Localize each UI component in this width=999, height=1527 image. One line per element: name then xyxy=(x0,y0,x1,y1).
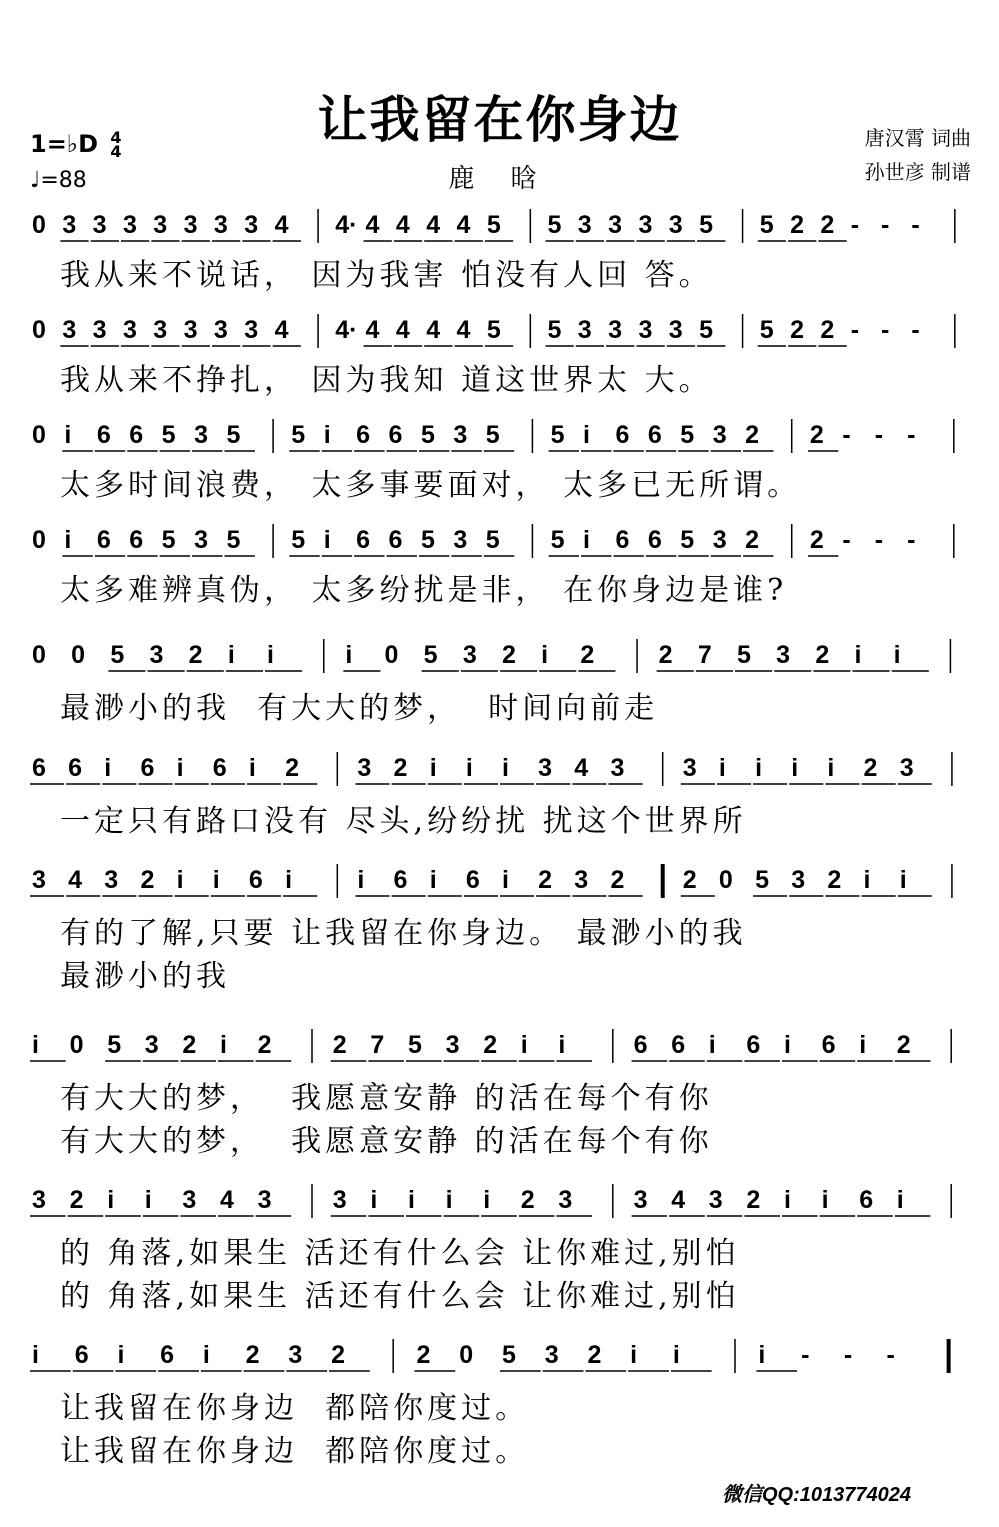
jianpu-note: 2 xyxy=(140,866,155,894)
beam-lines xyxy=(30,1180,975,1220)
jianpu-note: i xyxy=(859,1031,867,1059)
jianpu-note: 5 xyxy=(110,641,125,669)
music-system xyxy=(30,1025,975,1159)
jianpu-note: i xyxy=(176,866,184,894)
jianpu-note: 2 xyxy=(610,866,625,894)
dash-extension: - xyxy=(907,526,916,554)
jianpu-note: 2 xyxy=(538,866,553,894)
beam-lines xyxy=(30,748,975,788)
jianpu-note: i xyxy=(212,866,220,894)
jianpu-note: 5 xyxy=(699,316,713,344)
jianpu-note: 3 xyxy=(257,1186,272,1214)
jianpu-note: 3 xyxy=(708,1186,723,1214)
jianpu-note: 4 xyxy=(68,866,83,894)
jianpu-note: i xyxy=(502,754,509,782)
jianpu-note: i xyxy=(104,754,112,782)
jianpu-note: 6 xyxy=(647,421,662,449)
jianpu-note: 0 xyxy=(32,211,46,239)
music-system xyxy=(30,415,975,503)
jianpu-note: 3 xyxy=(149,641,164,669)
dash-extension: - xyxy=(874,526,884,554)
jianpu-note: i xyxy=(285,866,293,894)
jianpu-note: 3 xyxy=(32,1186,46,1214)
jianpu-note: i xyxy=(267,641,274,669)
jianpu-note: 3 xyxy=(633,1186,648,1214)
notation-line xyxy=(30,1025,975,1065)
jianpu-note: 2 xyxy=(188,641,203,669)
jianpu-note: 3 xyxy=(244,316,259,344)
jianpu-note: 0 xyxy=(718,866,733,894)
jianpu-note: 3 xyxy=(332,1186,347,1214)
jianpu-note: 2 xyxy=(896,1031,911,1059)
jianpu-note: 6 xyxy=(615,421,630,449)
beam-lines xyxy=(30,310,975,350)
jianpu-note: i xyxy=(558,1031,566,1059)
jianpu-note: i xyxy=(64,421,72,449)
jianpu-note: 2 xyxy=(815,641,830,669)
lyric-line: 的 角落,如果生 活还有什么会 让你难过,别怕 xyxy=(60,1236,740,1271)
jianpu-note: 2 xyxy=(820,316,835,344)
jianpu-note: 2 xyxy=(257,1031,272,1059)
jianpu-note: 3 xyxy=(213,211,228,239)
jianpu-note: i xyxy=(107,1186,115,1214)
jianpu-note: i xyxy=(630,1341,638,1369)
jianpu-note: 2 xyxy=(863,754,878,782)
music-system xyxy=(30,860,975,994)
jianpu-note: 3 xyxy=(899,754,914,782)
jianpu-note: 4 xyxy=(426,316,441,344)
beam-lines xyxy=(30,205,975,245)
lyric-line: 我从来不说话， 因为我害 怕没有人回 答。 xyxy=(60,258,713,293)
jianpu-note: 3 xyxy=(638,211,653,239)
jianpu-note: 2 xyxy=(745,421,759,449)
jianpu-note: 3 xyxy=(453,421,468,449)
dash-extension: - xyxy=(911,316,920,344)
jianpu-note: 4 xyxy=(274,211,289,239)
jianpu-note: 4 xyxy=(395,316,410,344)
dash-extension: - xyxy=(881,316,890,344)
jianpu-note: 3 xyxy=(682,754,697,782)
jianpu-note: i xyxy=(323,421,331,449)
jianpu-note: 3 xyxy=(62,211,77,239)
jianpu-note: 3 xyxy=(144,1031,159,1059)
jianpu-note: 3 xyxy=(92,211,107,239)
jianpu-note: 6 xyxy=(393,866,408,894)
jianpu-note: i xyxy=(323,526,331,554)
time-signature xyxy=(110,128,122,161)
lyric-line: 最渺小的我 有大大的梦， 时间向前走 xyxy=(60,691,659,726)
watermark: 微信QQ:1013774024 xyxy=(722,1484,912,1506)
jianpu-note: 7 xyxy=(697,641,712,669)
jianpu-note: i xyxy=(896,1186,904,1214)
dash-extension: - xyxy=(911,211,920,239)
jianpu-note: 2 xyxy=(809,421,824,449)
jianpu-note: 2 xyxy=(745,526,759,554)
jianpu-note: 5 xyxy=(502,1341,516,1369)
lyric-line: 有大大的梦， 我愿意安静 的活在每个有你 xyxy=(60,1081,713,1116)
jianpu-note: i xyxy=(117,1341,125,1369)
jianpu-note: i xyxy=(483,1186,491,1214)
jianpu-note: 4 xyxy=(456,316,471,344)
key-signature xyxy=(30,130,122,159)
jianpu-note: 6 xyxy=(140,754,155,782)
jianpu-note: 3 xyxy=(453,526,468,554)
jianpu-note: 5 xyxy=(550,421,565,449)
singer-name: 鹿 晗 xyxy=(448,164,551,194)
jianpu-note: 5 xyxy=(485,526,500,554)
jianpu-note: 6 xyxy=(96,421,111,449)
jianpu-note: 5 xyxy=(547,211,562,239)
dash-extension: - xyxy=(801,1341,810,1369)
jianpu-note: i xyxy=(708,1031,716,1059)
beam-lines xyxy=(30,860,975,900)
jianpu-note: 2 xyxy=(245,1341,260,1369)
lyric-line: 有的了解,只要 让我留在你身边。 最渺小的我 xyxy=(60,916,747,951)
beam-lines xyxy=(30,415,975,455)
jianpu-note: 3 xyxy=(244,211,259,239)
jianpu-note: 6 xyxy=(671,1031,686,1059)
jianpu-note: 2 xyxy=(820,211,835,239)
jianpu-note: 0 xyxy=(71,641,86,669)
jianpu-note: i xyxy=(583,421,590,449)
beam-lines xyxy=(30,520,975,560)
jianpu-note: 3 xyxy=(122,316,137,344)
jianpu-note: 6 xyxy=(647,526,662,554)
jianpu-note: i xyxy=(827,754,835,782)
jianpu-note: 6 xyxy=(74,1341,89,1369)
lyric-line: 让我留在你身边 都陪你度过。 xyxy=(60,1391,530,1426)
jianpu-note: 3 xyxy=(183,316,198,344)
notation-line xyxy=(30,205,975,245)
jianpu-note: i xyxy=(64,526,72,554)
jianpu-note: 2 xyxy=(182,1031,197,1059)
jianpu-note: 6 xyxy=(68,754,83,782)
jianpu-note: 6 xyxy=(160,1341,175,1369)
jianpu-note: i xyxy=(520,1031,528,1059)
jianpu-note: 6 xyxy=(129,526,144,554)
jianpu-note: 2 xyxy=(580,641,595,669)
jianpu-note: 5 xyxy=(226,421,241,449)
jianpu-note: 4 xyxy=(395,211,410,239)
jianpu-note: 2 xyxy=(285,754,299,782)
dash-extension: - xyxy=(843,1341,853,1369)
jianpu-note: 3 xyxy=(608,316,623,344)
jianpu-note: 6 xyxy=(212,754,227,782)
tempo-marking: ♩=88 xyxy=(30,168,87,193)
jianpu-note: 5 xyxy=(680,421,695,449)
jianpu-note: i xyxy=(541,641,549,669)
jianpu-note: i xyxy=(899,866,907,894)
jianpu-note: 3 xyxy=(194,526,208,554)
jianpu-note: 3 xyxy=(445,1031,460,1059)
jianpu-note: 3 xyxy=(791,866,806,894)
jianpu-note: i xyxy=(755,754,763,782)
jianpu-note: i xyxy=(502,866,509,894)
jianpu-note: 3 xyxy=(104,866,119,894)
beam-lines xyxy=(30,635,975,675)
jianpu-note: i xyxy=(718,754,726,782)
dash-extension: - xyxy=(842,421,851,449)
jianpu-note: i xyxy=(32,1341,39,1369)
lyric-line: 我从来不挣扎， 因为我知 道这世界太 大。 xyxy=(60,363,713,398)
music-system xyxy=(30,1180,975,1314)
jianpu-note: 5 xyxy=(737,641,751,669)
jianpu-note: 4 xyxy=(574,754,589,782)
jianpu-note: 3 xyxy=(462,641,477,669)
notation-line xyxy=(30,310,975,350)
notation-line xyxy=(30,748,975,788)
jianpu-note: 2 xyxy=(809,526,824,554)
dash-extension: - xyxy=(886,1341,895,1369)
jianpu-note: 4· xyxy=(335,211,358,239)
jianpu-note: 6 xyxy=(32,754,46,782)
jianpu-note: 6 xyxy=(129,421,144,449)
jianpu-note: 5 xyxy=(486,211,501,239)
music-system xyxy=(30,635,975,726)
jianpu-note: 6 xyxy=(356,421,371,449)
jianpu-note: i xyxy=(408,1186,415,1214)
jianpu-note: i xyxy=(583,526,590,554)
jianpu-note: i xyxy=(445,1186,453,1214)
jianpu-note: i xyxy=(345,641,353,669)
jianpu-note: 6 xyxy=(859,1186,874,1214)
lyric-line: 一定只有路口没有 尽头,纷纷扰 扰这个世界所 xyxy=(60,804,747,839)
jianpu-note: 3 xyxy=(92,316,107,344)
jianpu-note: 2 xyxy=(393,754,408,782)
jianpu-note: 3 xyxy=(183,211,198,239)
jianpu-note: i xyxy=(32,1031,39,1059)
jianpu-note: 2 xyxy=(790,316,804,344)
jianpu-note: 6 xyxy=(615,526,630,554)
jianpu-note: 0 xyxy=(32,526,46,554)
dash-extension: - xyxy=(874,421,884,449)
jianpu-note: i xyxy=(893,641,901,669)
jianpu-note: 6 xyxy=(388,526,403,554)
jianpu-note: 2 xyxy=(790,211,804,239)
jianpu-note: 3 xyxy=(558,1186,573,1214)
jianpu-note: i xyxy=(465,754,473,782)
jianpu-note: 2 xyxy=(827,866,842,894)
jianpu-note: i xyxy=(672,1341,680,1369)
beam-lines xyxy=(30,1335,975,1375)
jianpu-note: 6 xyxy=(746,1031,761,1059)
time-signature-top: 4 xyxy=(110,128,122,147)
jianpu-note: 4 xyxy=(456,211,471,239)
jianpu-note: 2 xyxy=(332,1031,347,1059)
jianpu-note: 3 xyxy=(182,1186,197,1214)
jianpu-note: 2 xyxy=(69,1186,84,1214)
jianpu-note: 5 xyxy=(759,316,774,344)
music-system xyxy=(30,520,975,608)
song-title: 让我留在你身边 xyxy=(317,91,682,149)
jianpu-note: 3 xyxy=(712,421,727,449)
jianpu-note: 3 xyxy=(194,421,208,449)
jianpu-note: i xyxy=(357,866,365,894)
jianpu-note: 0 xyxy=(459,1341,474,1369)
notation-line xyxy=(30,415,975,455)
jianpu-note: 3 xyxy=(638,316,653,344)
dash-extension: - xyxy=(842,526,851,554)
jianpu-note: i xyxy=(176,754,184,782)
notation-line xyxy=(30,1335,975,1375)
jianpu-note: 5 xyxy=(420,421,435,449)
jianpu-note: 6 xyxy=(821,1031,836,1059)
jianpu-note: i xyxy=(429,866,437,894)
key-label: 1=♭D xyxy=(30,130,99,158)
jianpu-note: i xyxy=(202,1341,210,1369)
jianpu-note: i xyxy=(144,1186,152,1214)
beam-lines xyxy=(30,1025,975,1065)
music-system xyxy=(30,205,975,293)
jianpu-note: 3 xyxy=(776,641,791,669)
jianpu-note: 3 xyxy=(712,526,727,554)
jianpu-note: i xyxy=(227,641,235,669)
lyric-line: 有大大的梦， 我愿意安静 的活在每个有你 xyxy=(60,1124,713,1159)
jianpu-note: 5 xyxy=(680,526,695,554)
jianpu-note: 5 xyxy=(550,526,565,554)
jianpu-note: 5 xyxy=(486,316,501,344)
jianpu-note: 0 xyxy=(69,1031,84,1059)
jianpu-note: 3 xyxy=(213,316,228,344)
jianpu-note: 5 xyxy=(547,316,562,344)
jianpu-note: i xyxy=(863,866,871,894)
dash-extension: - xyxy=(881,211,890,239)
jianpu-note: 4 xyxy=(365,316,380,344)
jianpu-note: 2 xyxy=(331,1341,345,1369)
jianpu-note: 3 xyxy=(577,316,592,344)
jianpu-note: 6 xyxy=(388,421,403,449)
jianpu-note: 3 xyxy=(574,866,589,894)
jianpu-note: i xyxy=(784,1031,791,1059)
lyric-line: 太多难辨真伪， 太多纷扰是非， 在你身边是谁? xyxy=(60,573,788,608)
jianpu-note: 6 xyxy=(248,866,263,894)
jianpu-note: 5 xyxy=(755,866,769,894)
jianpu-note: 0 xyxy=(384,641,399,669)
jianpu-note: 0 xyxy=(32,641,46,669)
music-system xyxy=(30,310,975,398)
jianpu-note: 2 xyxy=(502,641,516,669)
jianpu-note: 2 xyxy=(416,1341,431,1369)
jianpu-note: i xyxy=(784,1186,791,1214)
jianpu-note: 4 xyxy=(426,211,441,239)
notation-line xyxy=(30,635,975,675)
notation-line xyxy=(30,520,975,560)
arranger-credit: 孙世彦 制谱 xyxy=(864,160,971,184)
music-system xyxy=(30,748,975,839)
jianpu-note: 3 xyxy=(32,866,46,894)
jianpu-note: 3 xyxy=(153,211,168,239)
jianpu-note: i xyxy=(821,1186,829,1214)
jianpu-note: 0 xyxy=(32,421,46,449)
jianpu-note: 2 xyxy=(682,866,697,894)
jianpu-note: 3 xyxy=(62,316,77,344)
jianpu-note: 3 xyxy=(544,1341,559,1369)
jianpu-note: 5 xyxy=(408,1031,422,1059)
jianpu-note: i xyxy=(248,754,256,782)
jianpu-note: 3 xyxy=(538,754,553,782)
jianpu-note: 4 xyxy=(220,1186,234,1214)
jianpu-note: 6 xyxy=(356,526,371,554)
jianpu-note: 3 xyxy=(577,211,592,239)
jianpu-note: 3 xyxy=(288,1341,303,1369)
jianpu-note: 2 xyxy=(483,1031,498,1059)
music-system xyxy=(30,1335,975,1469)
jianpu-note: 6 xyxy=(465,866,480,894)
jianpu-note: 3 xyxy=(668,211,683,239)
jianpu-note: i xyxy=(854,641,862,669)
jianpu-note: 3 xyxy=(153,316,168,344)
jianpu-note: 5 xyxy=(107,1031,122,1059)
jianpu-note: 5 xyxy=(423,641,438,669)
jianpu-note: 3 xyxy=(610,754,625,782)
notation-line xyxy=(30,860,975,900)
jianpu-note: 6 xyxy=(96,526,111,554)
jianpu-note: 3 xyxy=(668,316,683,344)
lyric-line: 最渺小的我 xyxy=(60,959,230,994)
jianpu-note: i xyxy=(791,754,799,782)
lyric-line: 太多时间浪费， 太多事要面对， 太多已无所谓。 xyxy=(60,468,802,503)
jianpu-note: 5 xyxy=(291,526,306,554)
lyric-line: 的 角落,如果生 活还有什么会 让你难过,别怕 xyxy=(60,1279,740,1314)
jianpu-note: 4 xyxy=(365,211,380,239)
lyricist-composer-credit: 唐汉霄 词曲 xyxy=(864,126,971,150)
jianpu-note: 7 xyxy=(370,1031,385,1059)
jianpu-note: 2 xyxy=(520,1186,535,1214)
jianpu-note: 3 xyxy=(122,211,137,239)
lyric-line: 让我留在你身边 都陪你度过。 xyxy=(60,1434,530,1469)
notation-line xyxy=(30,1180,975,1220)
jianpu-note: 5 xyxy=(161,421,176,449)
jianpu-note: 3 xyxy=(608,211,623,239)
jianpu-note: 5 xyxy=(291,421,306,449)
jianpu-note: 5 xyxy=(161,526,176,554)
jianpu-note: 0 xyxy=(32,316,46,344)
jianpu-note: 5 xyxy=(226,526,241,554)
dash-extension: - xyxy=(907,421,916,449)
time-signature-bottom: 4 xyxy=(110,142,122,161)
dash-extension: - xyxy=(850,316,860,344)
jianpu-note: 5 xyxy=(699,211,713,239)
jianpu-note: i xyxy=(758,1341,766,1369)
jianpu-note: 2 xyxy=(587,1341,602,1369)
jianpu-note: 3 xyxy=(357,754,372,782)
jianpu-note: 2 xyxy=(746,1186,761,1214)
jianpu-note: 2 xyxy=(658,641,673,669)
jianpu-note: 5 xyxy=(485,421,500,449)
jianpu-note: 5 xyxy=(420,526,435,554)
jianpu-note: 5 xyxy=(759,211,774,239)
jianpu-note: 6 xyxy=(633,1031,648,1059)
jianpu-note: 4 xyxy=(671,1186,686,1214)
jianpu-note: i xyxy=(429,754,437,782)
jianpu-note: 4 xyxy=(274,316,289,344)
jianpu-note: i xyxy=(370,1186,378,1214)
dash-extension: - xyxy=(850,211,860,239)
jianpu-note: 4· xyxy=(335,316,358,344)
jianpu-note: i xyxy=(220,1031,227,1059)
